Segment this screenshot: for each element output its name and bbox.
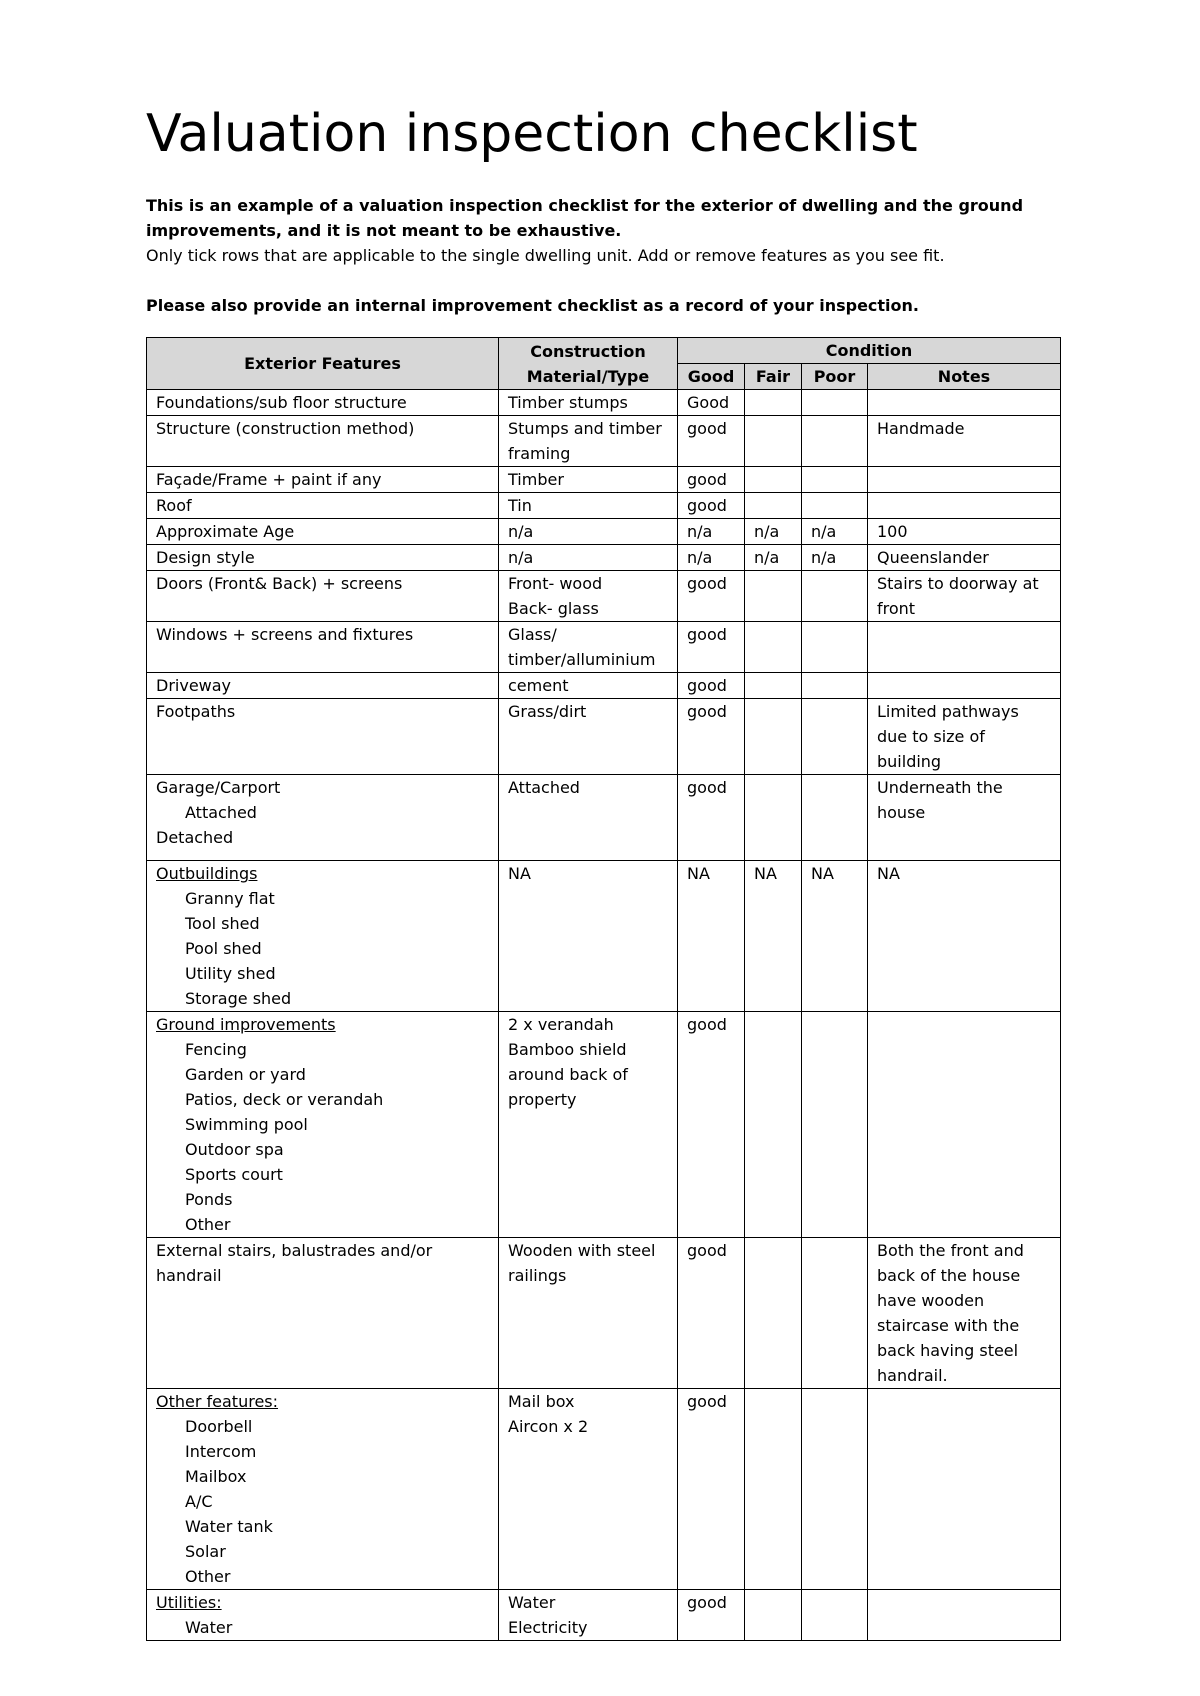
header-construction-material [499, 338, 678, 390]
page-title: Valuation inspection checklist [146, 104, 918, 164]
feature-cell [147, 519, 499, 545]
feature-sub-item: Ponds [185, 1190, 233, 1209]
feature-sub-item: Sports court [185, 1165, 283, 1184]
feature-sub-item: Garden or yard [185, 1065, 306, 1084]
feature-cell [147, 545, 499, 571]
feature-label: Footpaths [156, 702, 236, 721]
feature-cell [147, 861, 499, 1012]
feature-label: Ground improvements [156, 1015, 336, 1034]
inspection-table [146, 337, 1061, 1641]
material-cell: Wooden with steel railings [499, 1238, 678, 1389]
header-construction-line2: Material/Type [526, 366, 650, 386]
poor-cell [802, 390, 868, 416]
feature-label: Other features: [156, 1392, 279, 1411]
feature-cell [147, 493, 499, 519]
table-row [147, 1590, 1061, 1641]
feature-cell [147, 775, 499, 861]
material-line: Mail box [508, 1392, 575, 1411]
feature-label: Structure (construction method) [156, 419, 415, 438]
feature-sub-item: Outdoor spa [185, 1140, 284, 1159]
material-line: Front- wood [508, 574, 603, 593]
feature-label: Façade/Frame + paint if any [156, 470, 382, 489]
material-line: 2 x verandah [508, 1015, 614, 1034]
feature-cell [147, 467, 499, 493]
feature-sub-item: Granny flat [185, 889, 275, 908]
good-cell: good [678, 622, 745, 673]
feature-sub-item: Water [185, 1618, 233, 1637]
fair-cell [745, 493, 802, 519]
feature-label: Driveway [156, 676, 232, 695]
material-line: Water [508, 1593, 556, 1612]
material-line: Aircon x 2 [508, 1417, 589, 1436]
feature-label: Approximate Age [156, 522, 295, 541]
table-row [147, 1238, 1061, 1389]
feature-sub-item: Patios, deck or verandah [185, 1090, 384, 1109]
fair-cell: NA [745, 861, 802, 1012]
table-row [147, 699, 1061, 775]
material-cell [499, 1389, 678, 1590]
table-row [147, 1389, 1061, 1590]
fair-cell [745, 390, 802, 416]
fair-cell [745, 1238, 802, 1389]
good-cell: good [678, 1012, 745, 1238]
feature-label: Windows + screens and fixtures [156, 625, 414, 644]
material-cell: Stumps and timber framing [499, 416, 678, 467]
poor-cell [802, 1238, 868, 1389]
material-cell: n/a [499, 519, 678, 545]
good-cell: Good [678, 390, 745, 416]
intro-normal-line: Only tick rows that are applicable to the single dwelling unit. Add or remove features as you see fit. [146, 246, 945, 265]
good-cell: good [678, 775, 745, 861]
notes-cell: NA [868, 861, 1061, 1012]
table-row [147, 493, 1061, 519]
table-row [147, 545, 1061, 571]
table-row [147, 1012, 1061, 1238]
header-fair: Fair [745, 364, 802, 390]
notes-cell [868, 1590, 1061, 1641]
feature-label: Doors (Front& Back) + screens [156, 574, 403, 593]
feature-sub-item: Storage shed [185, 989, 292, 1008]
feature-sub-item: Solar [185, 1542, 226, 1561]
material-cell: Tin [499, 493, 678, 519]
feature-sub-item: Other [185, 1215, 231, 1234]
poor-cell [802, 416, 868, 467]
table-row [147, 571, 1061, 622]
feature-cell [147, 1012, 499, 1238]
notes-cell: Limited pathways due to size of building [868, 699, 1061, 775]
notes-cell: Underneath the house [868, 775, 1061, 861]
notes-cell: Stairs to doorway at front [868, 571, 1061, 622]
poor-cell [802, 571, 868, 622]
poor-cell [802, 673, 868, 699]
feature-cell [147, 622, 499, 673]
fair-cell [745, 1012, 802, 1238]
material-line: timber/alluminium [508, 650, 656, 669]
notes-cell: 100 [868, 519, 1061, 545]
header-poor: Poor [802, 364, 868, 390]
fair-cell [745, 622, 802, 673]
feature-sub-item: Tool shed [185, 914, 260, 933]
feature-sub-item: Intercom [185, 1442, 257, 1461]
table-row [147, 861, 1061, 1012]
poor-cell [802, 622, 868, 673]
feature-cell [147, 1590, 499, 1641]
fair-cell [745, 673, 802, 699]
fair-cell [745, 775, 802, 861]
header-notes: Notes [868, 364, 1061, 390]
feature-cell [147, 416, 499, 467]
material-line: Bamboo shield around back of property [508, 1040, 628, 1109]
feature-sub-item: Utility shed [185, 964, 276, 983]
good-cell: n/a [678, 519, 745, 545]
feature-cell [147, 571, 499, 622]
material-cell [499, 571, 678, 622]
feature-label: Garage/Carport [156, 778, 281, 797]
fair-cell: n/a [745, 545, 802, 571]
poor-cell [802, 1590, 868, 1641]
feature-label: Roof [156, 496, 192, 515]
table-row [147, 390, 1061, 416]
good-cell: good [678, 1238, 745, 1389]
poor-cell [802, 699, 868, 775]
notes-cell: Both the front and back of the house have wooden staircase with the back having steel handrail. [868, 1238, 1061, 1389]
material-cell: Attached [499, 775, 678, 861]
feature-sub-item: Detached [156, 828, 234, 847]
good-cell: good [678, 673, 745, 699]
table-row [147, 519, 1061, 545]
notes-cell [868, 1012, 1061, 1238]
intro-text [146, 193, 1076, 318]
table-row [147, 775, 1061, 861]
fair-cell [745, 571, 802, 622]
material-line: Electricity [508, 1618, 588, 1637]
feature-label: External stairs, balustrades and/or handrail [156, 1241, 433, 1285]
poor-cell [802, 775, 868, 861]
table-row [147, 622, 1061, 673]
feature-cell [147, 1238, 499, 1389]
notes-cell [868, 622, 1061, 673]
feature-sub-item: Other [185, 1567, 231, 1586]
material-cell [499, 1012, 678, 1238]
feature-sub-item: Pool shed [185, 939, 262, 958]
fair-cell [745, 1590, 802, 1641]
notes-cell [868, 390, 1061, 416]
feature-cell [147, 1389, 499, 1590]
material-cell: n/a [499, 545, 678, 571]
poor-cell [802, 1012, 868, 1238]
intro-bold-line: This is an example of a valuation inspection checklist for the exterior of dwelling and the ground improvements, and it is not meant to be exhaustive. [146, 196, 1024, 240]
feature-label: Utilities: [156, 1593, 222, 1612]
fair-cell [745, 1389, 802, 1590]
feature-sub-item: Doorbell [185, 1417, 253, 1436]
good-cell: good [678, 467, 745, 493]
feature-label: Design style [156, 548, 255, 567]
poor-cell: NA [802, 861, 868, 1012]
header-good: Good [678, 364, 745, 390]
good-cell: n/a [678, 545, 745, 571]
notes-cell: Queenslander [868, 545, 1061, 571]
poor-cell: n/a [802, 519, 868, 545]
poor-cell [802, 1389, 868, 1590]
feature-label: Outbuildings [156, 864, 258, 883]
good-cell: good [678, 1590, 745, 1641]
notes-cell [868, 493, 1061, 519]
table-row [147, 673, 1061, 699]
header-condition: Condition [678, 338, 1061, 364]
feature-cell [147, 673, 499, 699]
header-exterior-features: Exterior Features [147, 338, 499, 390]
notes-cell [868, 673, 1061, 699]
poor-cell: n/a [802, 545, 868, 571]
feature-cell [147, 699, 499, 775]
good-cell: NA [678, 861, 745, 1012]
material-cell: Timber [499, 467, 678, 493]
poor-cell [802, 493, 868, 519]
header-construction-line1: Construction [530, 341, 646, 361]
table-row [147, 467, 1061, 493]
fair-cell [745, 467, 802, 493]
feature-sub-item: Mailbox [185, 1467, 247, 1486]
table-body [147, 390, 1061, 1641]
feature-sub-item: Swimming pool [185, 1115, 308, 1134]
feature-sub-item: Fencing [185, 1040, 247, 1059]
material-line: Back- glass [508, 599, 599, 618]
feature-cell [147, 390, 499, 416]
good-cell: good [678, 699, 745, 775]
notes-cell [868, 467, 1061, 493]
fair-cell [745, 416, 802, 467]
material-cell: Grass/dirt [499, 699, 678, 775]
feature-label: Foundations/sub floor structure [156, 393, 407, 412]
material-cell [499, 1590, 678, 1641]
intro-bold-line-2: Please also provide an internal improvement checklist as a record of your inspection. [146, 296, 919, 315]
feature-sub-item: Water tank [185, 1517, 273, 1536]
material-cell: cement [499, 673, 678, 699]
good-cell: good [678, 571, 745, 622]
material-cell: NA [499, 861, 678, 1012]
good-cell: good [678, 416, 745, 467]
feature-sub-item: A/C [185, 1492, 213, 1511]
feature-sub-item: Attached [185, 803, 257, 822]
good-cell: good [678, 493, 745, 519]
material-line: Glass/ [508, 625, 557, 644]
material-cell [499, 622, 678, 673]
notes-cell: Handmade [868, 416, 1061, 467]
table-row [147, 416, 1061, 467]
fair-cell: n/a [745, 519, 802, 545]
fair-cell [745, 699, 802, 775]
material-cell: Timber stumps [499, 390, 678, 416]
good-cell: good [678, 1389, 745, 1590]
notes-cell [868, 1389, 1061, 1590]
poor-cell [802, 467, 868, 493]
